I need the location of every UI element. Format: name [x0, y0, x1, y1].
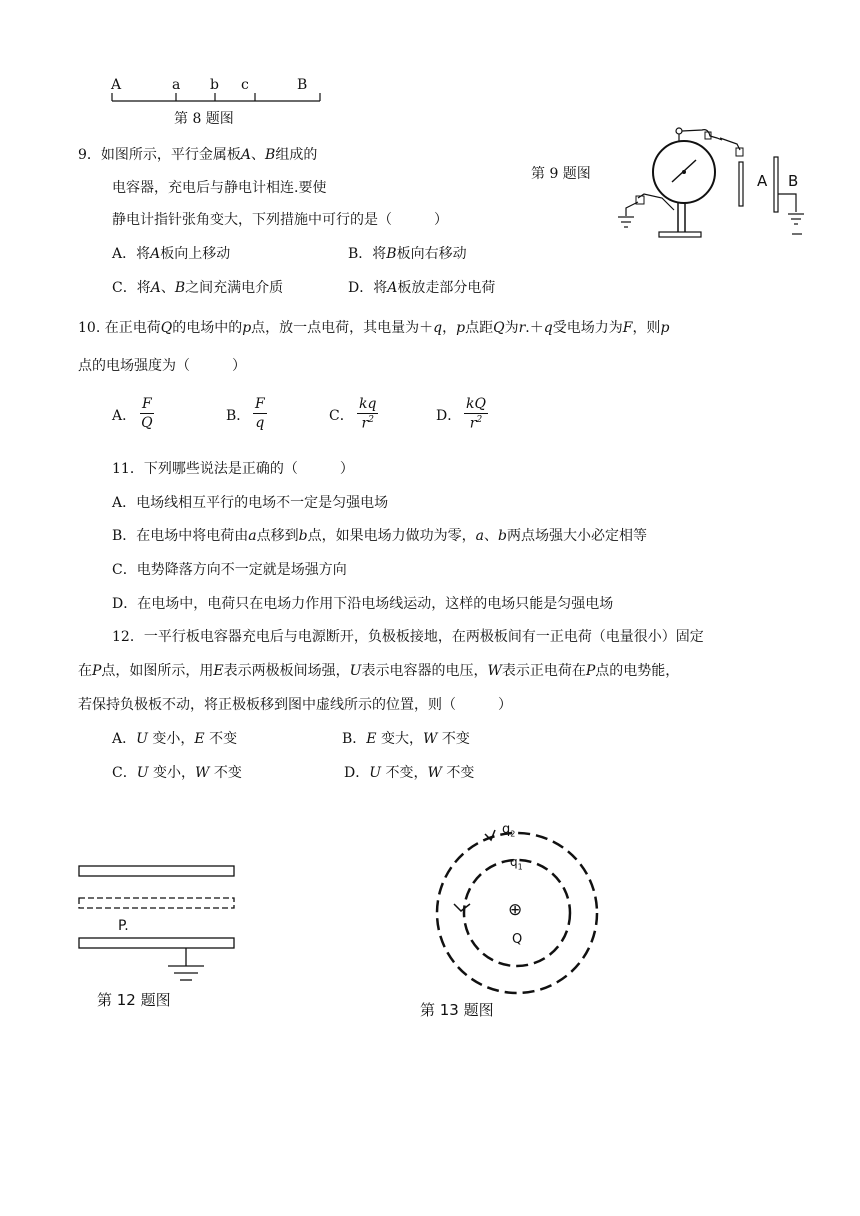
- fig13-caption: 第 13 题图: [420, 1001, 494, 1019]
- q10-option-b-label: B．: [226, 408, 251, 424]
- q11-option-a: A．电场线相互平行的电场不一定是匀强电场: [112, 495, 389, 511]
- q10-option-c-fraction: kq $r^2$: [359, 396, 377, 432]
- fig8-label-a: a: [172, 77, 181, 93]
- fig9-plate-a-label: A: [757, 172, 768, 190]
- q9-stem-line2: 电容器，充电后与静电计相连.要使: [112, 180, 327, 196]
- fig13-charge-q-label: Q: [512, 932, 523, 947]
- fig12-point-p-label: P.: [118, 918, 129, 934]
- q10-option-a-label: A．: [112, 408, 137, 424]
- q10-option-a-fraction: F Q: [141, 396, 153, 431]
- q10-stem-line1: 10. 在正电荷Q的电场中的p点，放一点电荷，其电量为＋q，p点距Q为r.＋q受电场力为F，则p: [78, 320, 670, 336]
- q12-option-a: A．U 变小，E 不变: [112, 731, 238, 747]
- q9-stem-line3: 静电计指针张角变大，下列措施中可行的是（ ）: [112, 212, 448, 228]
- q10-stem-line2: 点的电场强度为（ ）: [78, 358, 246, 374]
- fig8-label-c: c: [241, 77, 249, 93]
- q11-option-d: D．在电场中，电荷只在电场力作用下沿电场线运动，这样的电场只能是匀强电场: [112, 596, 614, 612]
- fig12-caption: 第 12 题图: [97, 991, 171, 1009]
- q10-option-b-fraction: F q: [255, 396, 265, 431]
- q12-stem-line3: 若保持负极板不动，将正极板移到图中虚线所示的位置，则（ ）: [78, 697, 512, 713]
- fig13-q2-label: $q_2$: [502, 822, 516, 839]
- q11-option-c: C．电势降落方向不一定就是场强方向: [112, 562, 347, 578]
- fig8-label-A: A: [111, 77, 122, 93]
- q10-option-c-label: C．: [329, 408, 354, 424]
- q12-option-c: C．U 变小，W 不变: [112, 765, 242, 781]
- fig12-capacitor-diagram: [76, 862, 241, 992]
- q9-option-b: B．将B板向右移动: [348, 246, 467, 262]
- q9-option-c: C．将A、B之间充满电介质: [112, 280, 284, 296]
- q11-stem: 11．下列哪些说法是正确的（ ）: [112, 461, 354, 477]
- q10-option-d-label: D．: [436, 408, 462, 424]
- fig8-label-b: b: [210, 77, 219, 93]
- q9-option-d: D．将A板放走部分电荷: [348, 280, 496, 296]
- fig8-caption: 第 8 题图: [174, 111, 234, 127]
- fig13-q1-label: $q_1$: [510, 855, 523, 872]
- q10-option-d-fraction: kQ $r^2$: [466, 396, 486, 432]
- fig8-label-B: B: [297, 77, 308, 93]
- fig9-electrometer-diagram: [612, 122, 812, 247]
- q11-option-b: B．在电场中将电荷由a点移到b点，如果电场力做功为零，a、b两点场强大小必定相等: [112, 528, 647, 544]
- q12-option-b: B．E 变大，W 不变: [342, 731, 470, 747]
- q9-stem-line1: 9．如图所示，平行金属板A、B组成的: [78, 147, 318, 163]
- q12-option-d: D．U 不变，W 不变: [344, 765, 475, 781]
- q9-option-a: A．将A板向上移动: [112, 246, 231, 262]
- q12-stem-line2: 在P点，如图所示，用E表示两极板间场强，U表示电容器的电压，W表示正电荷在P点的电势能，: [78, 663, 680, 679]
- q12-stem-line1: 12．一平行板电容器充电后与电源断开，负极板接地，在两极板间有一正电荷（电量很小）固定: [112, 629, 704, 645]
- fig9-caption: 第 9 题图: [531, 166, 591, 182]
- fig9-plate-b-label: B: [788, 172, 799, 190]
- fig13-positive-charge-icon: ⊕: [508, 900, 523, 920]
